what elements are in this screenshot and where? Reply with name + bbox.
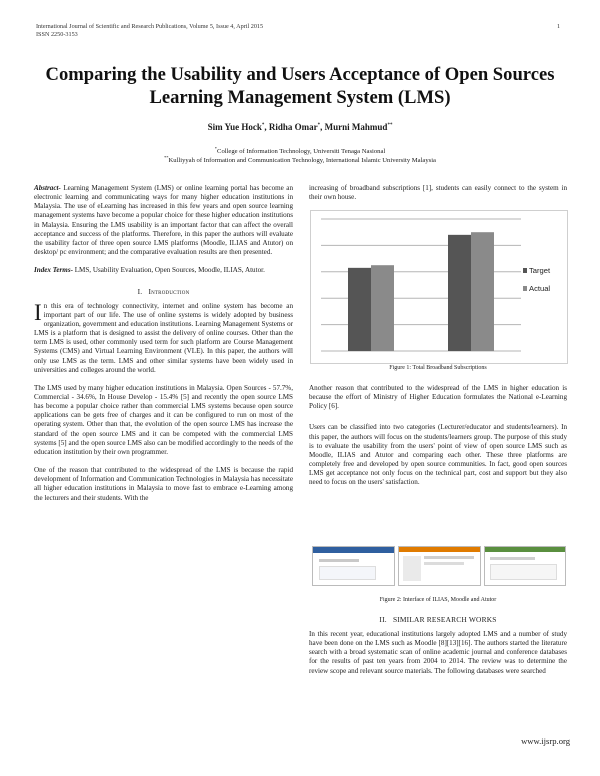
moodle-screenshot	[398, 546, 481, 586]
author-2: , Ridha Omar	[264, 122, 318, 132]
author-1-mark: *	[261, 123, 265, 128]
section-1-heading: I. Introduction	[137, 287, 190, 297]
right-column-intro	[309, 184, 567, 211]
authors	[20, 122, 580, 132]
right-paragraph-5: Users can be classified into two categories (Lecturer/educator and students/learners). In this paper, the authors will focus on the students/learners group. The purpose of this study is to evaluate the usability from the users' point of view of open source LMS such as Moodle, ILIAS and Atutor and comparing each other. These three platforms are completely free and developed by open source communities. In fact, good open sources LMS get acceptance not only focus on the technical part, cost and support but they also need to focus on the users' satisfaction.	[309, 423, 567, 487]
legend-label-target: Target	[529, 266, 551, 275]
footer-url[interactable]: www.ijsrp.org	[521, 736, 570, 746]
author-3-mark: **	[387, 123, 393, 128]
bar-actual-1	[471, 232, 494, 351]
bar-target-1	[448, 235, 471, 351]
author-3: , Murni Mahmud	[320, 122, 388, 132]
bar-chart	[311, 211, 567, 363]
abstract-text: Learning Management System (LMS) or online learning portal has become an electronic learning and communicating ways for many higher education institutions in Malaysia. The use of eLearning has increased in this few years and open source learning management systems have become a popular choice for these higher education institutions in Malaysia. Ensuring the LMS usability is an important factor that can affect the overall acceptance and success of the platforms. Therefore, in this paper the authors will evaluate the usability factor of three open source LMS platforms (Moodle, ILIAS and Atutor) on desktop/ pc environment; and the comparative evaluation results are then presented.	[34, 184, 293, 257]
legend-swatch-actual	[523, 286, 527, 291]
right-paragraph-6: In this recent year, educational institutions largely adopted LMS and a number of study have been done on the LMS such as Moodle [8][13][16]. The authors started the literature search with a broad systematic scan of online academic journal and conference databases for the results of past ten years from 2004 to 2014. The review was to determine the review scope and relevant source materials. The following databases were searched	[309, 630, 567, 675]
right-column-bottom	[309, 630, 567, 685]
issn: ISSN 2250-3153	[36, 31, 78, 38]
figure-1-chart	[310, 210, 568, 364]
affiliation-2-mark: **	[164, 155, 169, 160]
affiliation-2	[20, 153, 580, 165]
atutor-screenshot	[484, 546, 566, 586]
index-terms	[34, 266, 293, 275]
intro-paragraph-3: One of the reason that contributed to the widespread of the LMS is because the rapid development of Information and Communication Technologies in Malaysia has necessitate all higher education institutions in Malaysia to move fast to embrace e-Learning among the lecturers and their students. With the	[34, 466, 293, 502]
intro-paragraph-2: The LMS used by many higher education institutions in Malaysia. Open Sources - 57.7%, Commercial - 34.6%, In House Develop - 15.4% [5] and recently the open source LMS has become a popular choice rather than commercial LMS systems because open source applications can be gets free of charges and it can be configured to run on most of the operating system. Other than that, the evolution of the open source LMS has increase the standard of the open source LMS and it can be competed with the commercial LMS systems [5] and the open source LMS also can be modified accordingly to the needs of the education institution by their own programmer.	[34, 383, 293, 456]
affiliation-2-text: Kulliyyah of Information and Communication Technology, International Islamic University Malaysia	[168, 157, 436, 165]
affiliation-1-text: College of Information Technology, Universiti Tenaga Nasional	[217, 148, 386, 156]
figure-2-caption: Figure 2: Interface of ILIAS, Moodle and Atutor	[379, 597, 497, 603]
right-paragraph-top: increasing of broadband subscriptions [1], students can easily connect to the system in their own house.	[309, 184, 567, 202]
index-terms-text: LMS, Usability Evaluation, Open Sources, Moodle, ILIAS, Atutor.	[72, 266, 265, 275]
abstract-label: Abstract-	[34, 184, 61, 192]
ilias-screenshot	[312, 546, 395, 586]
index-terms-label: Index Terms-	[34, 266, 73, 275]
left-column	[34, 184, 293, 512]
legend-label-actual: Actual	[529, 284, 551, 293]
figure-1-caption: Figure 1: Total Broadband Subscriptions	[389, 365, 487, 371]
author-1: Sim Yue Hock	[207, 122, 262, 132]
page-number: 1	[557, 23, 561, 30]
intro-paragraph-1: In this era of technology connectivity, internet and online system has become an important part of our life. The use of online systems is widely adopted by business organization, government and education institutions. Learning Management Systems or LMS is a platform that is designed to assist the delivery of online courses. Other than the term LMS is used, other commonly used term for such platform are Course Management Systems (CMS) and Virtual Learning Environment (VLE). In this paper, the authors will only use LMS as the term. LMS and other similar systems have been widely used in universities and colleges around the world.	[34, 299, 293, 374]
right-paragraph-4: Another reason that contributed to the widespread of the LMS in higher education is because the effort of Ministry of Higher Education formulates the National e-Learning Policy [6].	[309, 384, 567, 411]
abstract	[34, 184, 293, 257]
journal-header: International Journal of Scientific and Research Publications, Volume 5, Issue 4, April 2015	[36, 23, 264, 30]
figure-2-images	[310, 546, 566, 586]
bar-actual-0	[371, 265, 394, 351]
affiliation-1-mark: *	[214, 146, 218, 151]
dropcap: I	[34, 299, 42, 325]
bar-target-0	[348, 268, 371, 351]
section-2-heading: II. SIMILAR RESEARCH WORKS	[379, 615, 497, 624]
right-column-middle	[309, 384, 567, 497]
author-2-mark: *	[317, 123, 321, 128]
paper-title: Comparing the Usability and Users Acceptance of Open Sources Learning Management System (LMS)	[45, 64, 555, 108]
legend-swatch-target	[523, 268, 527, 273]
